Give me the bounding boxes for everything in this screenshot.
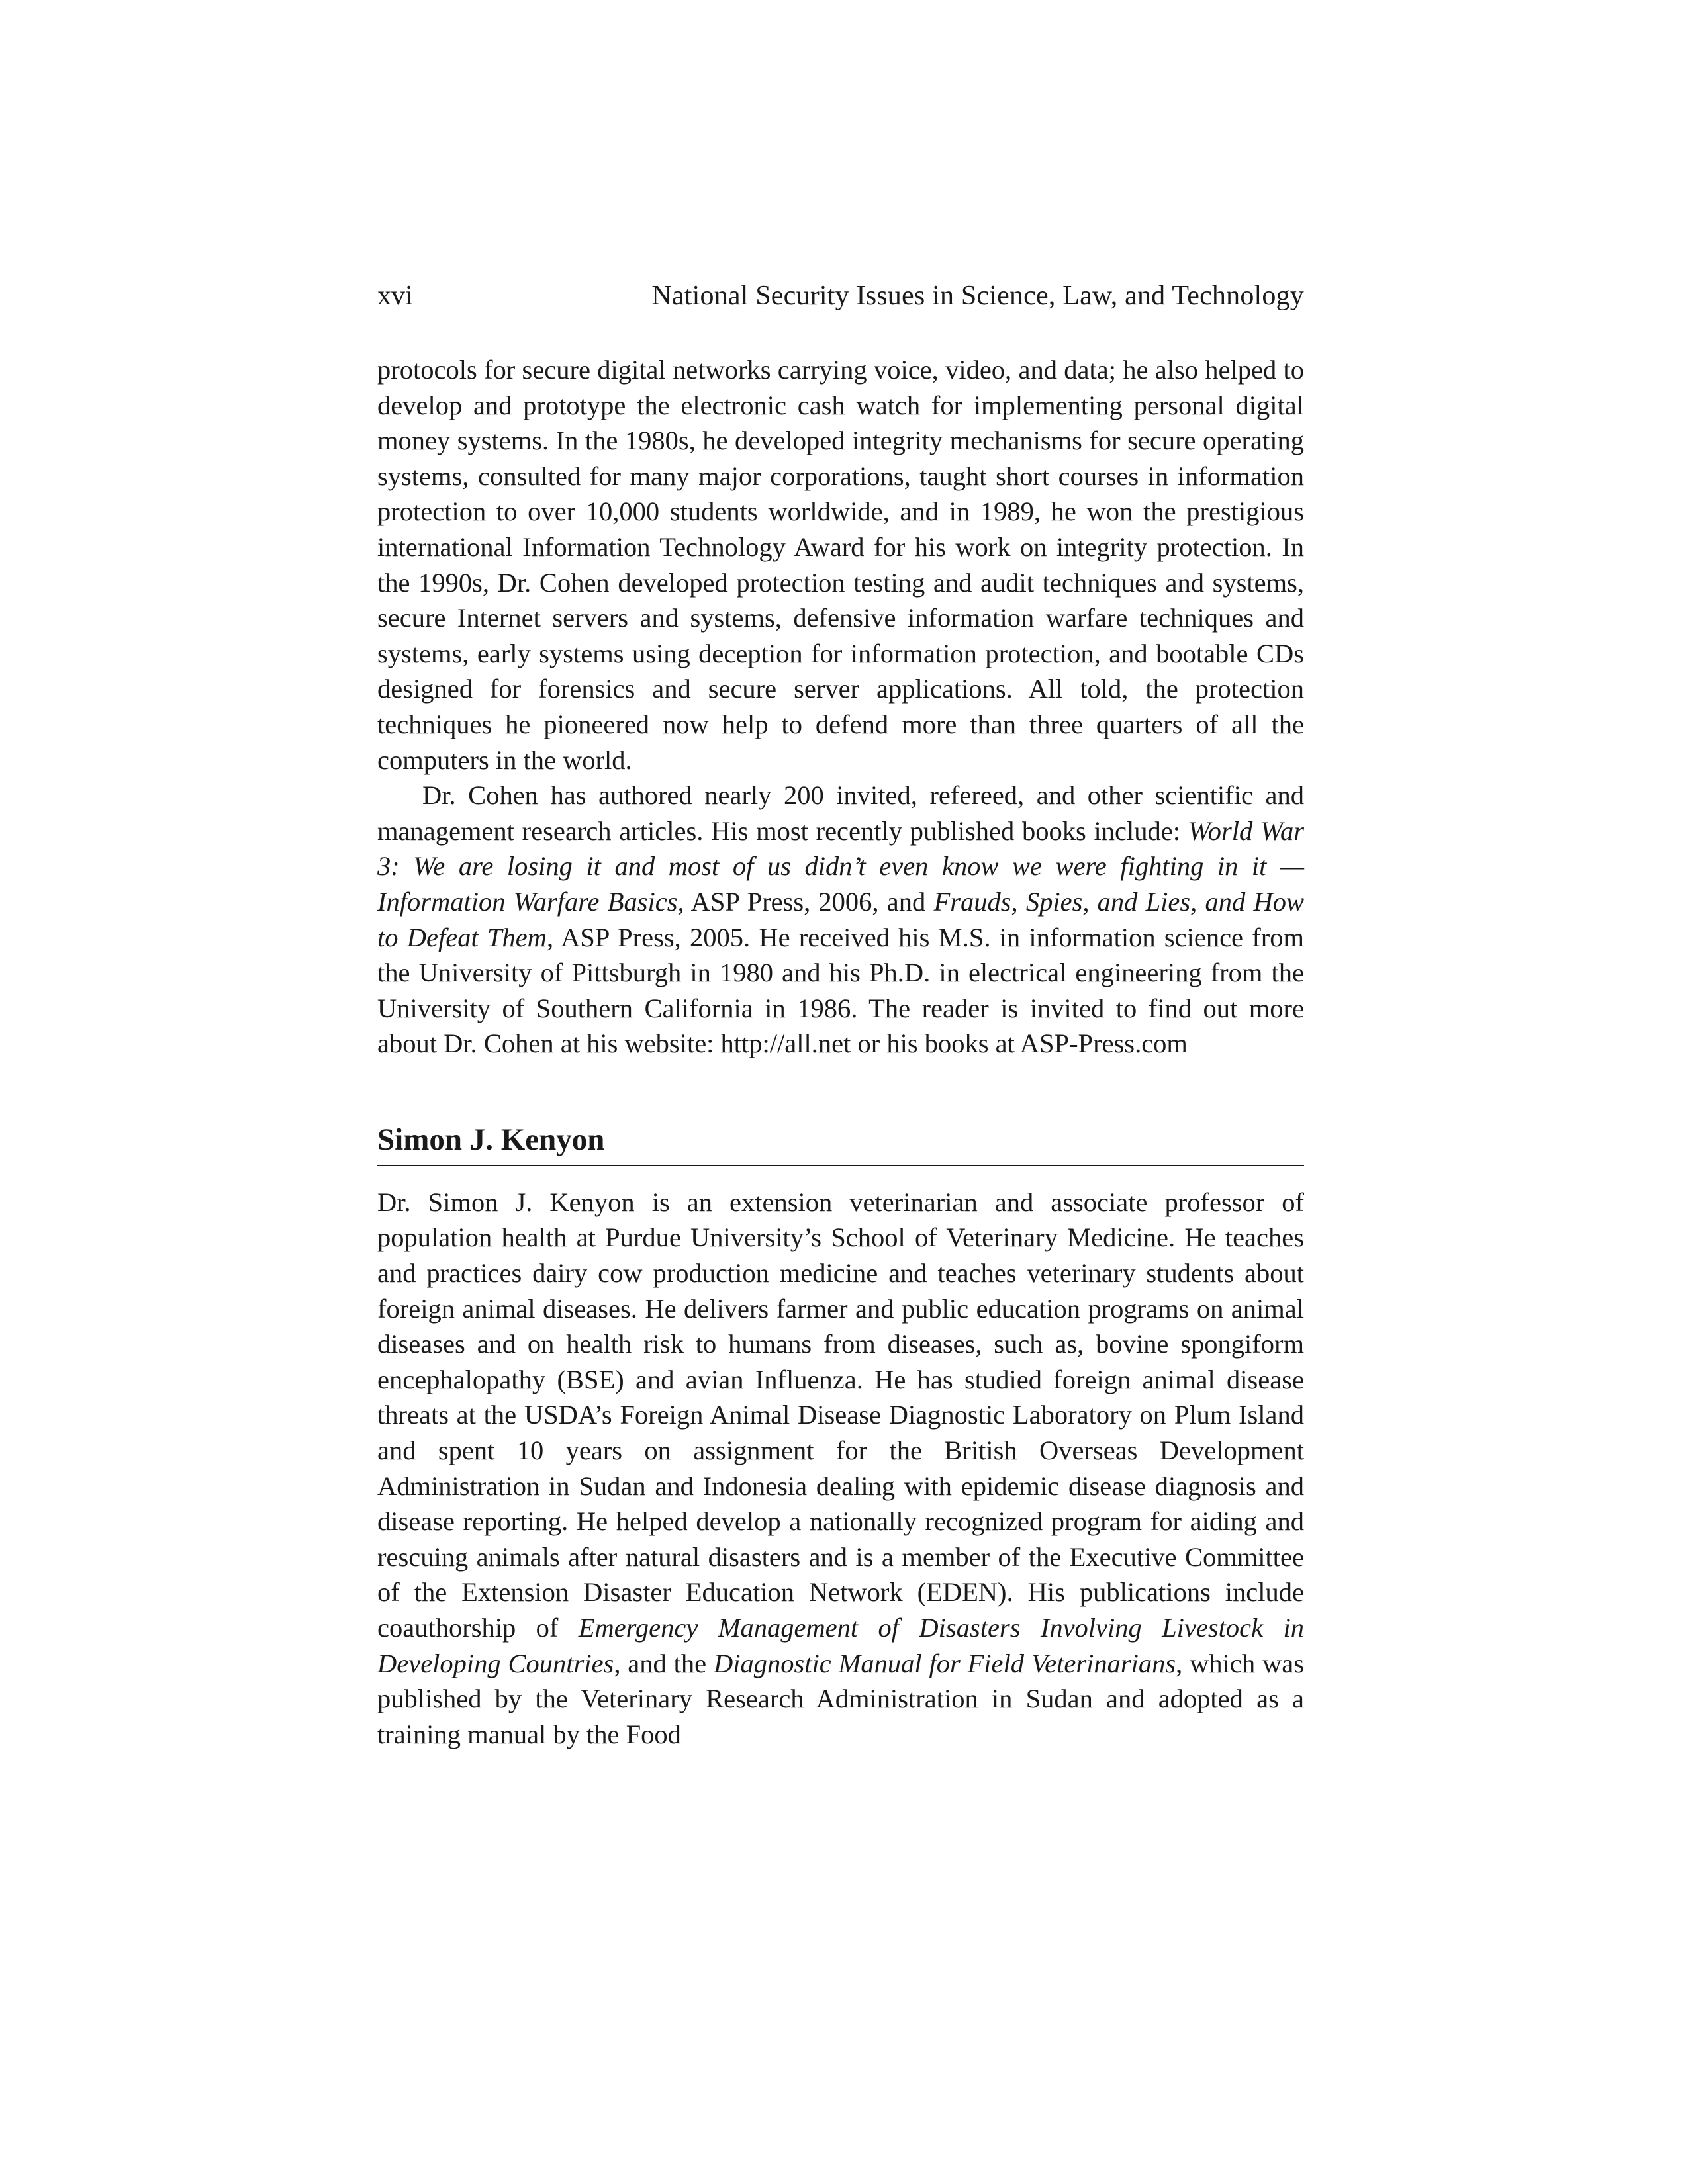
running-head-title: National Security Issues in Science, Law, and Technology (651, 281, 1304, 311)
book-title-italic: World War 3: We are losing it and most of us didn’t even know we were fighting in it — Information Warfare Basics, (377, 815, 1305, 917)
text-run: , and the (614, 1648, 714, 1678)
page-number: xvi (377, 281, 413, 311)
book-title-italic: Frauds, Spies, and Lies, and How to Defeat Them (377, 886, 1304, 952)
text-run: ASP Press, 2006, and (684, 886, 934, 917)
text-run: Dr. Simon J. Kenyon is an extension veterinarian and associate professor of population health at Purdue University’s School of Veterinary Medicine. He teaches and practices dairy cow production medicine and teaches veterinary students about foreign animal diseases. He delivers farmer and public education programs on animal diseases and on health risk to humans from diseases, such as, bovine spongiform encephalopathy (BSE) and avian Influenza. He has studied foreign animal disease threats at the USDA’s Foreign Animal Disease Diagnostic Laboratory on Plum Island and spent 10 years on assignment for the British Overseas Development Administration in Sudan and Indonesia dealing with epidemic disease diagnosis and disease reporting. He helped develop a nationally recognized program for aiding and rescuing animals after natural disasters and is a member of the Executive Committee of the Extension Disaster Education Network (EDEN). His publications include coauthorship of (377, 1187, 1304, 1643)
section-heading-kenyon: Simon J. Kenyon (377, 1120, 1304, 1166)
page (377, 278, 1304, 1752)
text-run: , which was published by the Veterinary Research Administration in Sudan and adopted as a training manual by the Food (377, 1648, 1304, 1749)
book-title-italic: Diagnostic Manual for Field Veterinarians (713, 1648, 1176, 1678)
text-run: , ASP Press, 2005. He received his M.S. in information science from the University of Pittsburgh in 1980 and his Ph.D. in electrical engineering from the University of Southern California in 1986. The reader is invited to find out more about Dr. Cohen at his website: http://all.net or his books at ASP-Press.com (377, 922, 1304, 1059)
text-run: Dr. Cohen has authored nearly 200 invited, refereed, and other scientific and management research articles. His most recently published books include: (377, 780, 1304, 846)
cohen-bio (377, 352, 1304, 1062)
cohen-bio-paragraph-1: protocols for secure digital networks carrying voice, video, and data; he also helped to develop and prototype the electronic cash watch for implementing personal digital money systems. In the 1980s, he developed integrity mechanisms for secure operating systems, consulted for many major corporations, taught short courses in information protection to over 10,000 students worldwide, and in 1989, he won the prestigious international Information Technology Award for his work on integrity protection. In the 1990s, Dr. Cohen developed protection testing and audit techniques and systems, secure Internet servers and systems, defensive information warfare techniques and systems, early systems using deception for information protection, and bootable CDs designed for forensics and secure server applications. All told, the protection techniques he pioneered now help to defend more than three quarters of all the computers in the world. (377, 355, 1304, 775)
cohen-bio-paragraph-2 (377, 778, 1304, 1062)
kenyon-bio-paragraph (377, 1185, 1304, 1752)
book-title-italic: Emergency Management of Disasters Involving Livestock in Developing Countries (377, 1613, 1304, 1678)
running-head (377, 278, 1304, 314)
kenyon-bio (377, 1185, 1304, 1752)
